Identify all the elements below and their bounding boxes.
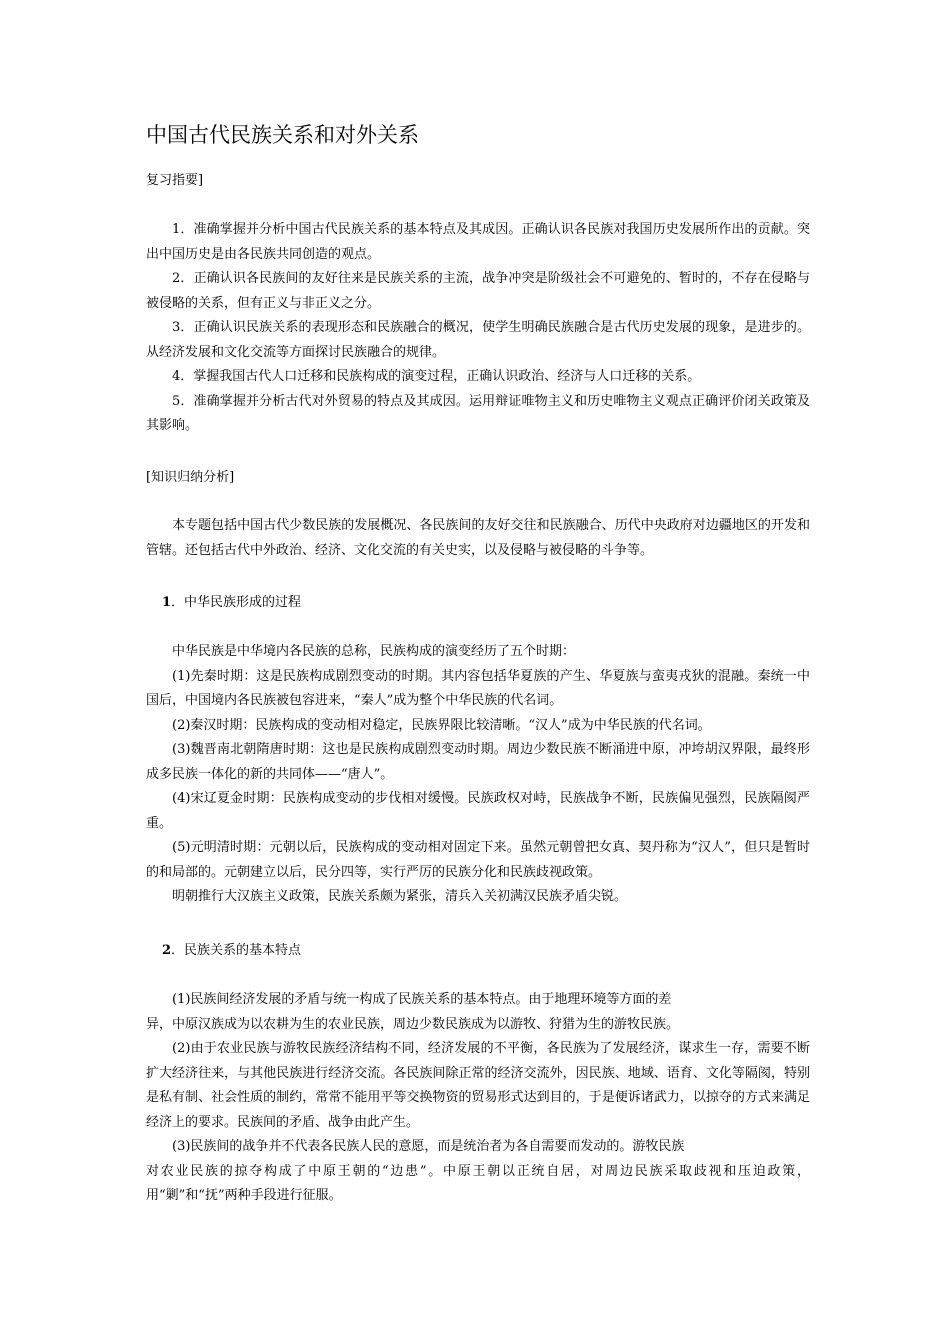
review-point: 5．准确掌握并分析古代对外贸易的特点及其成因。运用辩证唯物主义和历史唯物主义观点正确评价闭关政策及其影响。 <box>146 393 810 433</box>
section-title: ．中华民族形成的过程 <box>171 595 302 610</box>
paragraph: (1)先秦时期：这是民族构成剧烈变动的时期。其内容包括华夏族的产生、华夏族与蛮夷戎狄的混融。秦统一中国后，中国境内各民族被包容进来，“秦人”成为整个中华民族的代名词。 <box>146 668 810 708</box>
section-heading-2 <box>162 940 301 962</box>
paragraph-line: 异，中原汉族成为以农耕为生的农业民族，周边少数民族成为以游牧、狩猎为生的游牧民族。 <box>146 1016 680 1032</box>
review-point: 4．掌握我国古代人口迁移和民族构成的演变过程，正确认识政治、经济与人口迁移的关系。 <box>172 369 701 384</box>
review-points <box>146 218 810 439</box>
paragraph: (4)宋辽夏金时期：民族构成变动的步伐相对缓慢。民族政权对峙，民族战争不断，民族偏见强烈，民族隔阂严重。 <box>146 791 810 831</box>
review-point: 1．准确掌握并分析中国古代民族关系的基本特点及其成因。正确认识各民族对我国历史发展所作出的贡献。突出中国历史是由各民族共同创造的观点。 <box>146 222 810 262</box>
knowledge-label: [知识归纳分析] <box>146 470 235 485</box>
section-1-body <box>146 640 810 910</box>
paragraph: (2)由于农业民族与游牧民族经济结构不同，经济发展的不平衡，各民族为了发展经济，谋求生一存，需要不断扩大经济往来，与其他民族进行经济交流。各民族间除正常的经济交流外，因民族、地域、语育、文化等隔阂，特别是私有制、社会性质的制约，常常不能用平等交换物资的贸易形式达到目的，于是便诉诸武力，以掠夺的方式来满足经济上的要求。民族间的矛盾、战争由此产生。 <box>146 1041 810 1130</box>
paragraph-line: (1)民族间经济发展的矛盾与统一构成了民族关系的基本特点。由于地理环境等方面的差 <box>172 992 672 1007</box>
section-2-body <box>146 988 810 1209</box>
section-heading-1 <box>162 592 301 614</box>
section-number: 1 <box>162 595 172 610</box>
section-number: 2 <box>162 943 172 958</box>
section-title: ．民族关系的基本特点 <box>171 943 302 958</box>
review-point: 3．正确认识民族关系的表现形态和民族融合的概况，使学生明确民族融合是古代历史发展的现象，是进步的。从经济发展和文化交流等方面探讨民族融合的规律。 <box>146 320 810 360</box>
document-title: 中国古代民族关系和对外关系 <box>146 123 419 147</box>
paragraph-line: (3)民族间的战争并不代表各民族人民的意愿，而是统治者为各自需要而发动的。游牧民族 <box>172 1139 685 1154</box>
paragraph: (2)秦汉时期：民族构成的变动相对稳定，民族界限比较清晰。“汉人”成为中华民族的代名词。 <box>172 717 711 733</box>
intro-text: 本专题包括中国古代少数民族的发展概况、各民族间的友好交往和民族融合、历代中央政府对边疆地区的开发和管辖。还包括古代中外政治、经济、文化交流的有关史实，以及侵略与被侵略的斗争等。 <box>146 518 810 558</box>
paragraph: 中华民族是中华境内各民族的总称，民族构成的演变经历了五个时期： <box>172 644 576 659</box>
paragraph: (3)魏晋南北朝隋唐时期：这也是民族构成剧烈变动时期。周边少数民族不断涌进中原，冲垮胡汉界限，最终形成多民族一体化的新的共同体——“唐人”。 <box>146 742 810 782</box>
paragraph: 明朝推行大汉族主义政策，民族关系颇为紧张，清兵入关初满汉民族矛盾尖锐。 <box>172 889 628 904</box>
review-point: 2．正确认识各民族间的友好往来是民族关系的主流，战争冲突是阶级社会不可避免的、暂时的，不存在侵略与被侵略的关系，但有正义与非正义之分。 <box>146 271 810 311</box>
review-label: 复习指要] <box>146 173 204 188</box>
paragraph: 对农业民族的掠夺构成了中原王朝的“边患”。中原王朝以正统自居，对周边民族采取歧视和压迫政策，用“剿”和“抚”两种手段进行征服。 <box>146 1163 810 1203</box>
intro-paragraph <box>146 514 810 563</box>
paragraph: (5)元明清时期：元朝以后，民族构成的变动相对固定下来。虽然元朝曾把女真、契丹称为“汉人”，但只是暂时的和局部的。元朝建立以后，民分四等，实行严厉的民族分化和民族歧视政策。 <box>146 840 810 880</box>
